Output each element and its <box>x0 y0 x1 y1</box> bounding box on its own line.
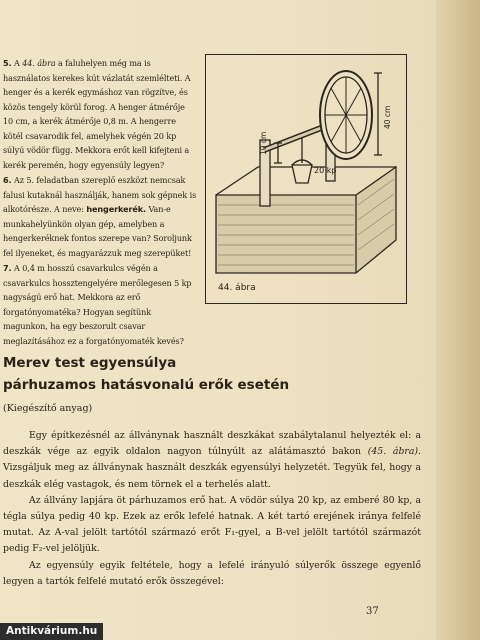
figure-44 <box>205 54 407 304</box>
body-text <box>3 428 421 590</box>
figure-caption: 44. ábra <box>218 283 256 293</box>
exercise-text: a faluhelyen még ma is használatos kerekes kút vázlatát szemlélteti. A henger és a kerék egymáshoz van rögzítve, és közös tengely körül forog. A henger átmérője 10 cm, a kerék átmérője 0,8 m. A hengerre kötél csavarodik fel, amelyhek végén 20 kp súlyú vödör függ. Mekkora erőt kell kifejteni a kerék peremén, hogy egyensúly legyen? <box>3 58 191 170</box>
exercise-text: A 0,4 m hosszú csavarkulcs végén a csavarkulcs hossztengelyére merőlegesen 5 kp nagyságú erő hat. Mekkora az erő forgatónyomatéka? Hogyan segítünk magunkon, ha egy beszorult csavar meglazításához ez a forgatónyomaték kevés? <box>3 263 192 346</box>
exercise-text: A <box>11 58 23 68</box>
paragraph-1 <box>3 428 421 493</box>
well-windlass-illustration <box>206 55 405 302</box>
section-title-line-2: párhuzamos hatásvonalú erők esetén <box>3 377 290 393</box>
exercise-number: 5. <box>3 58 12 68</box>
paragraph-text: . Vizsgáljuk meg az állványnak használt deszkák egyensúlyi helyzetét. Tegyük fel, hogy a deszkák elég vastagok, és nem törnek el a terhelés alatt. <box>3 446 421 490</box>
key-term: hengerkerék. <box>86 204 146 214</box>
book-spine <box>436 0 480 640</box>
exercise-text: Az 5. feladatban szereplő eszközt nemcsak falusi kutaknál használják, hanem sok gépnek is alkotórésze. A neve: <box>3 175 197 214</box>
weight-label-20kp: 20 kp <box>314 166 337 175</box>
paragraph-2: Az állvány lapjára öt párhuzamos erő hat. A vödör súlya 20 kp, az emberé 80 kp, a tégla súlya pedig 40 kp. Ezek az erők lefelé hatnak. A két tartó erejének iránya felfelé mutat. Az A-val jelölt tartótól származó erőt F₁-gyel, a B-vel jelölt tartótól származót pedig F₂-vel jelöljük. <box>3 494 421 555</box>
exercise-list <box>3 56 197 349</box>
paragraph-text: Egy építkezésnél az állványnak használt deszkákat szabálytalanul helyezték el: a deszkák vége az egyik oldalon nagyon túlnyúlt az alátámasztó bakon <box>3 430 421 458</box>
figure-reference: (45. ábra) <box>367 446 419 458</box>
exercise-number: 6. <box>3 175 12 185</box>
section-title <box>3 352 403 396</box>
exercise-7 <box>3 261 197 348</box>
watermark: Antikvárium.hu <box>0 623 103 640</box>
supplement-note: (Kiegészítő anyag) <box>3 403 93 414</box>
exercise-5 <box>3 56 197 172</box>
dimension-label-40cm: 40 cm <box>383 105 392 129</box>
paragraph-3: Az egyensúly egyik feltétele, hogy a lefelé irányuló súlyerők összege egyenlő legyen a tartók felfelé mutató erők összegével: <box>3 559 421 587</box>
dimension-label-10cm: 10 cm <box>259 131 268 155</box>
exercise-number: 7. <box>3 263 12 273</box>
figure-reference: 44. ábra <box>22 58 56 68</box>
exercise-6 <box>3 173 197 260</box>
page-number: 37 <box>366 606 379 617</box>
exercise-text: Van-e munkahelyünkön olyan gép, amelyben a hengerkeréknek fontos szerepe van? Soroljunk fel ilyeneket, és magyarázzuk meg szerepüket! <box>3 204 192 258</box>
section-title-line-1: Merev test egyensúlya <box>3 355 177 371</box>
